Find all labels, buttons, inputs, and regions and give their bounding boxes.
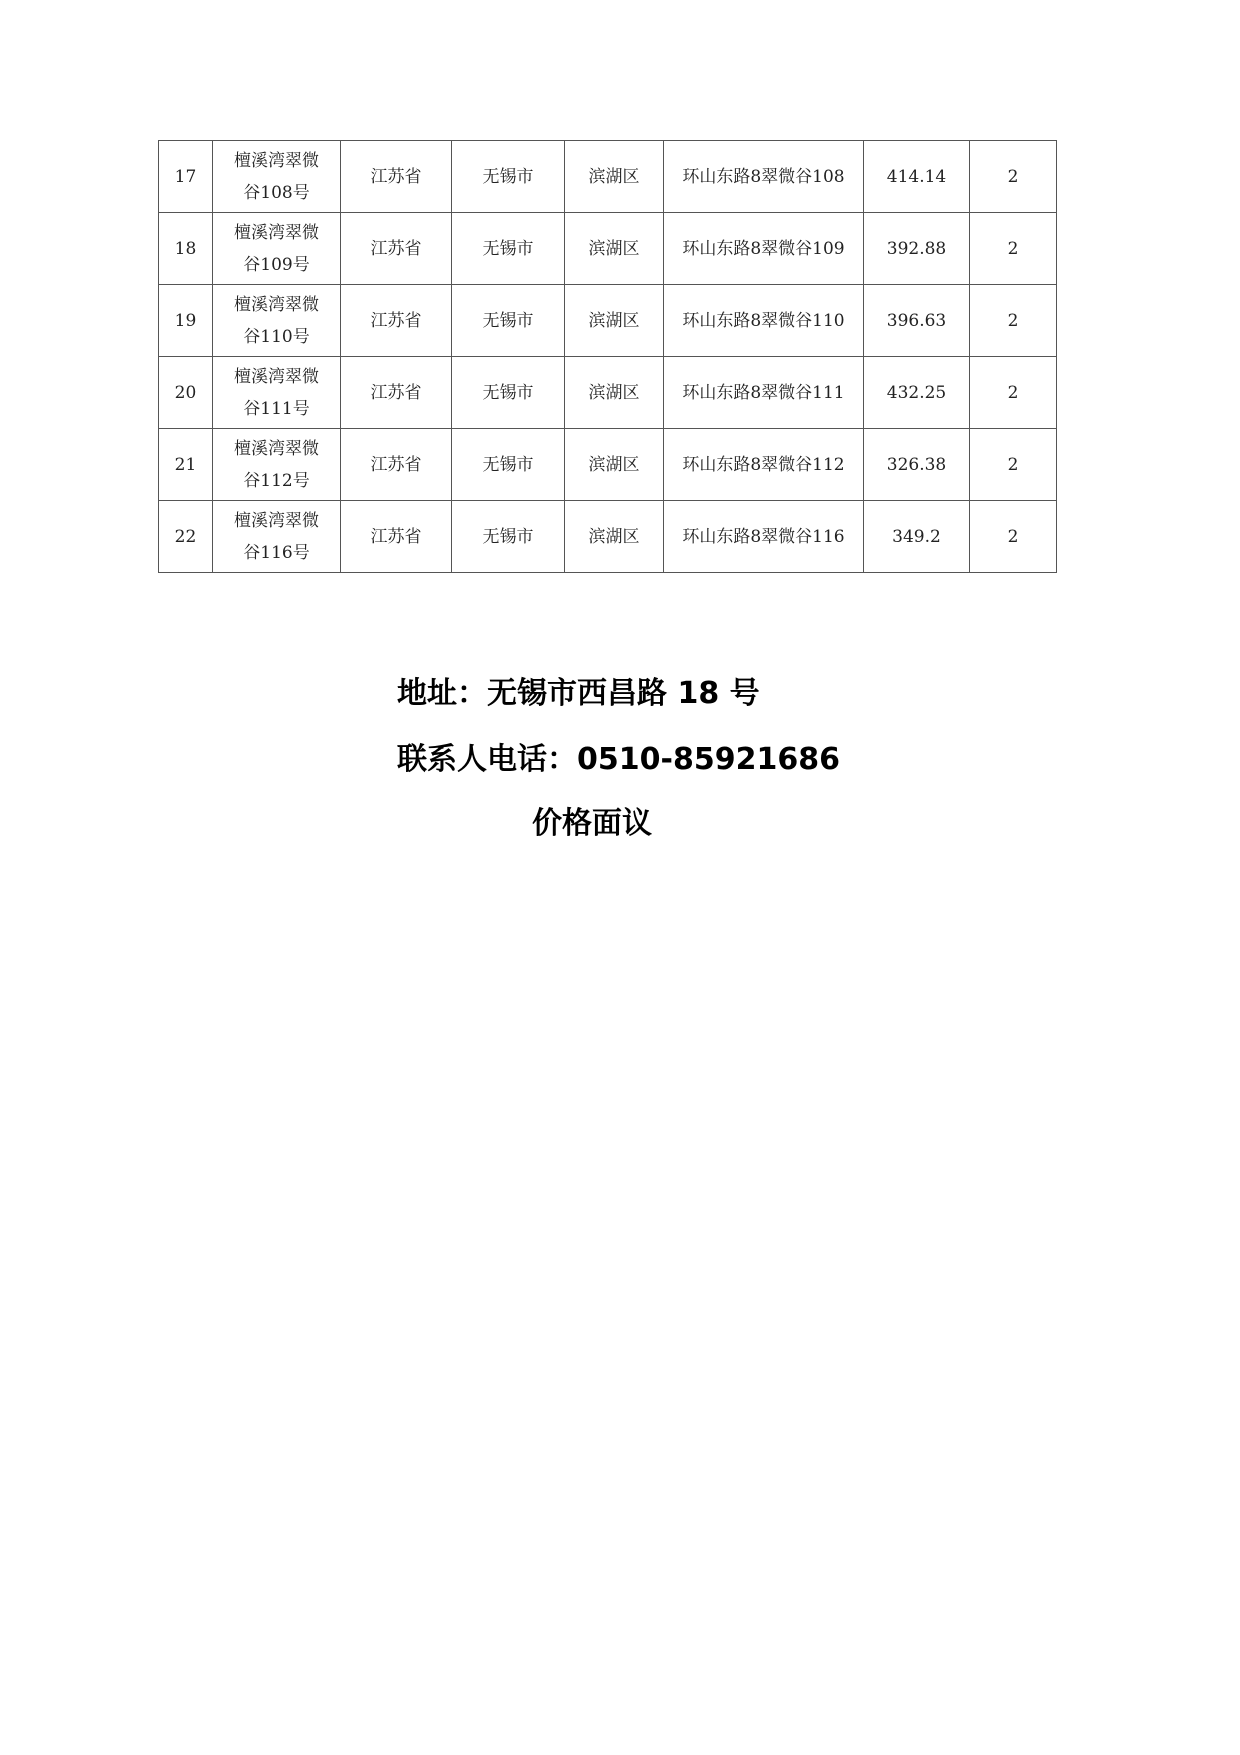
cell-name_line2: 谷112号 (243, 470, 310, 491)
cell-province: 江苏省 (341, 357, 452, 429)
cell-name_line1: 檀溪湾翠微 (234, 222, 319, 243)
cell-city: 无锡市 (452, 285, 565, 357)
cell-city: 无锡市 (452, 141, 565, 213)
cell-city: 无锡市 (452, 501, 565, 573)
cell-address: 环山东路8翠微谷112 (664, 429, 864, 501)
cell-no: 19 (159, 285, 213, 357)
cell-name (213, 285, 341, 357)
cell-district: 滨湖区 (565, 141, 664, 213)
cell-name_line2: 谷108号 (243, 182, 310, 203)
cell-name_line2: 谷116号 (243, 542, 310, 563)
cell-city: 无锡市 (452, 429, 565, 501)
address-text: 地址：无锡市西昌路 18 号 (397, 676, 760, 711)
cell-name (213, 141, 341, 213)
cell-district: 滨湖区 (565, 429, 664, 501)
cell-name_line1: 檀溪湾翠微 (234, 294, 319, 315)
cell-name_line1: 檀溪湾翠微 (234, 438, 319, 459)
table-row (159, 141, 1057, 213)
cell-qty: 2 (970, 285, 1057, 357)
cell-district: 滨湖区 (565, 357, 664, 429)
table-row (159, 357, 1057, 429)
cell-province: 江苏省 (341, 141, 452, 213)
cell-name_line2: 谷109号 (243, 254, 310, 275)
cell-city: 无锡市 (452, 357, 565, 429)
cell-province: 江苏省 (341, 501, 452, 573)
cell-name (213, 429, 341, 501)
cell-no: 18 (159, 213, 213, 285)
cell-name_line1: 檀溪湾翠微 (234, 510, 319, 531)
cell-area: 414.14 (864, 141, 970, 213)
cell-district: 滨湖区 (565, 285, 664, 357)
cell-address: 环山东路8翠微谷108 (664, 141, 864, 213)
cell-name (213, 213, 341, 285)
cell-city: 无锡市 (452, 213, 565, 285)
cell-province: 江苏省 (341, 429, 452, 501)
cell-area: 392.88 (864, 213, 970, 285)
cell-name (213, 357, 341, 429)
cell-no: 22 (159, 501, 213, 573)
cell-district: 滨湖区 (565, 501, 664, 573)
cell-qty: 2 (970, 357, 1057, 429)
cell-area: 432.25 (864, 357, 970, 429)
cell-qty: 2 (970, 213, 1057, 285)
price-text: 价格面议 (532, 806, 652, 841)
cell-qty: 2 (970, 429, 1057, 501)
cell-province: 江苏省 (341, 213, 452, 285)
table-row (159, 213, 1057, 285)
table-row (159, 429, 1057, 501)
cell-no: 21 (159, 429, 213, 501)
cell-name_line1: 檀溪湾翠微 (234, 366, 319, 387)
cell-address: 环山东路8翠微谷116 (664, 501, 864, 573)
cell-no: 20 (159, 357, 213, 429)
cell-no: 17 (159, 141, 213, 213)
cell-address: 环山东路8翠微谷111 (664, 357, 864, 429)
cell-district: 滨湖区 (565, 213, 664, 285)
phone-text: 联系人电话：0510-85921686 (397, 742, 840, 777)
property-table (158, 140, 1057, 573)
cell-qty: 2 (970, 501, 1057, 573)
cell-name_line2: 谷111号 (243, 398, 310, 419)
cell-area: 326.38 (864, 429, 970, 501)
cell-name (213, 501, 341, 573)
cell-name_line1: 檀溪湾翠微 (234, 150, 319, 171)
cell-province: 江苏省 (341, 285, 452, 357)
cell-address: 环山东路8翠微谷110 (664, 285, 864, 357)
table-row (159, 285, 1057, 357)
cell-name_line2: 谷110号 (243, 326, 310, 347)
cell-qty: 2 (970, 141, 1057, 213)
cell-area: 396.63 (864, 285, 970, 357)
cell-address: 环山东路8翠微谷109 (664, 213, 864, 285)
table-row (159, 501, 1057, 573)
cell-area: 349.2 (864, 501, 970, 573)
